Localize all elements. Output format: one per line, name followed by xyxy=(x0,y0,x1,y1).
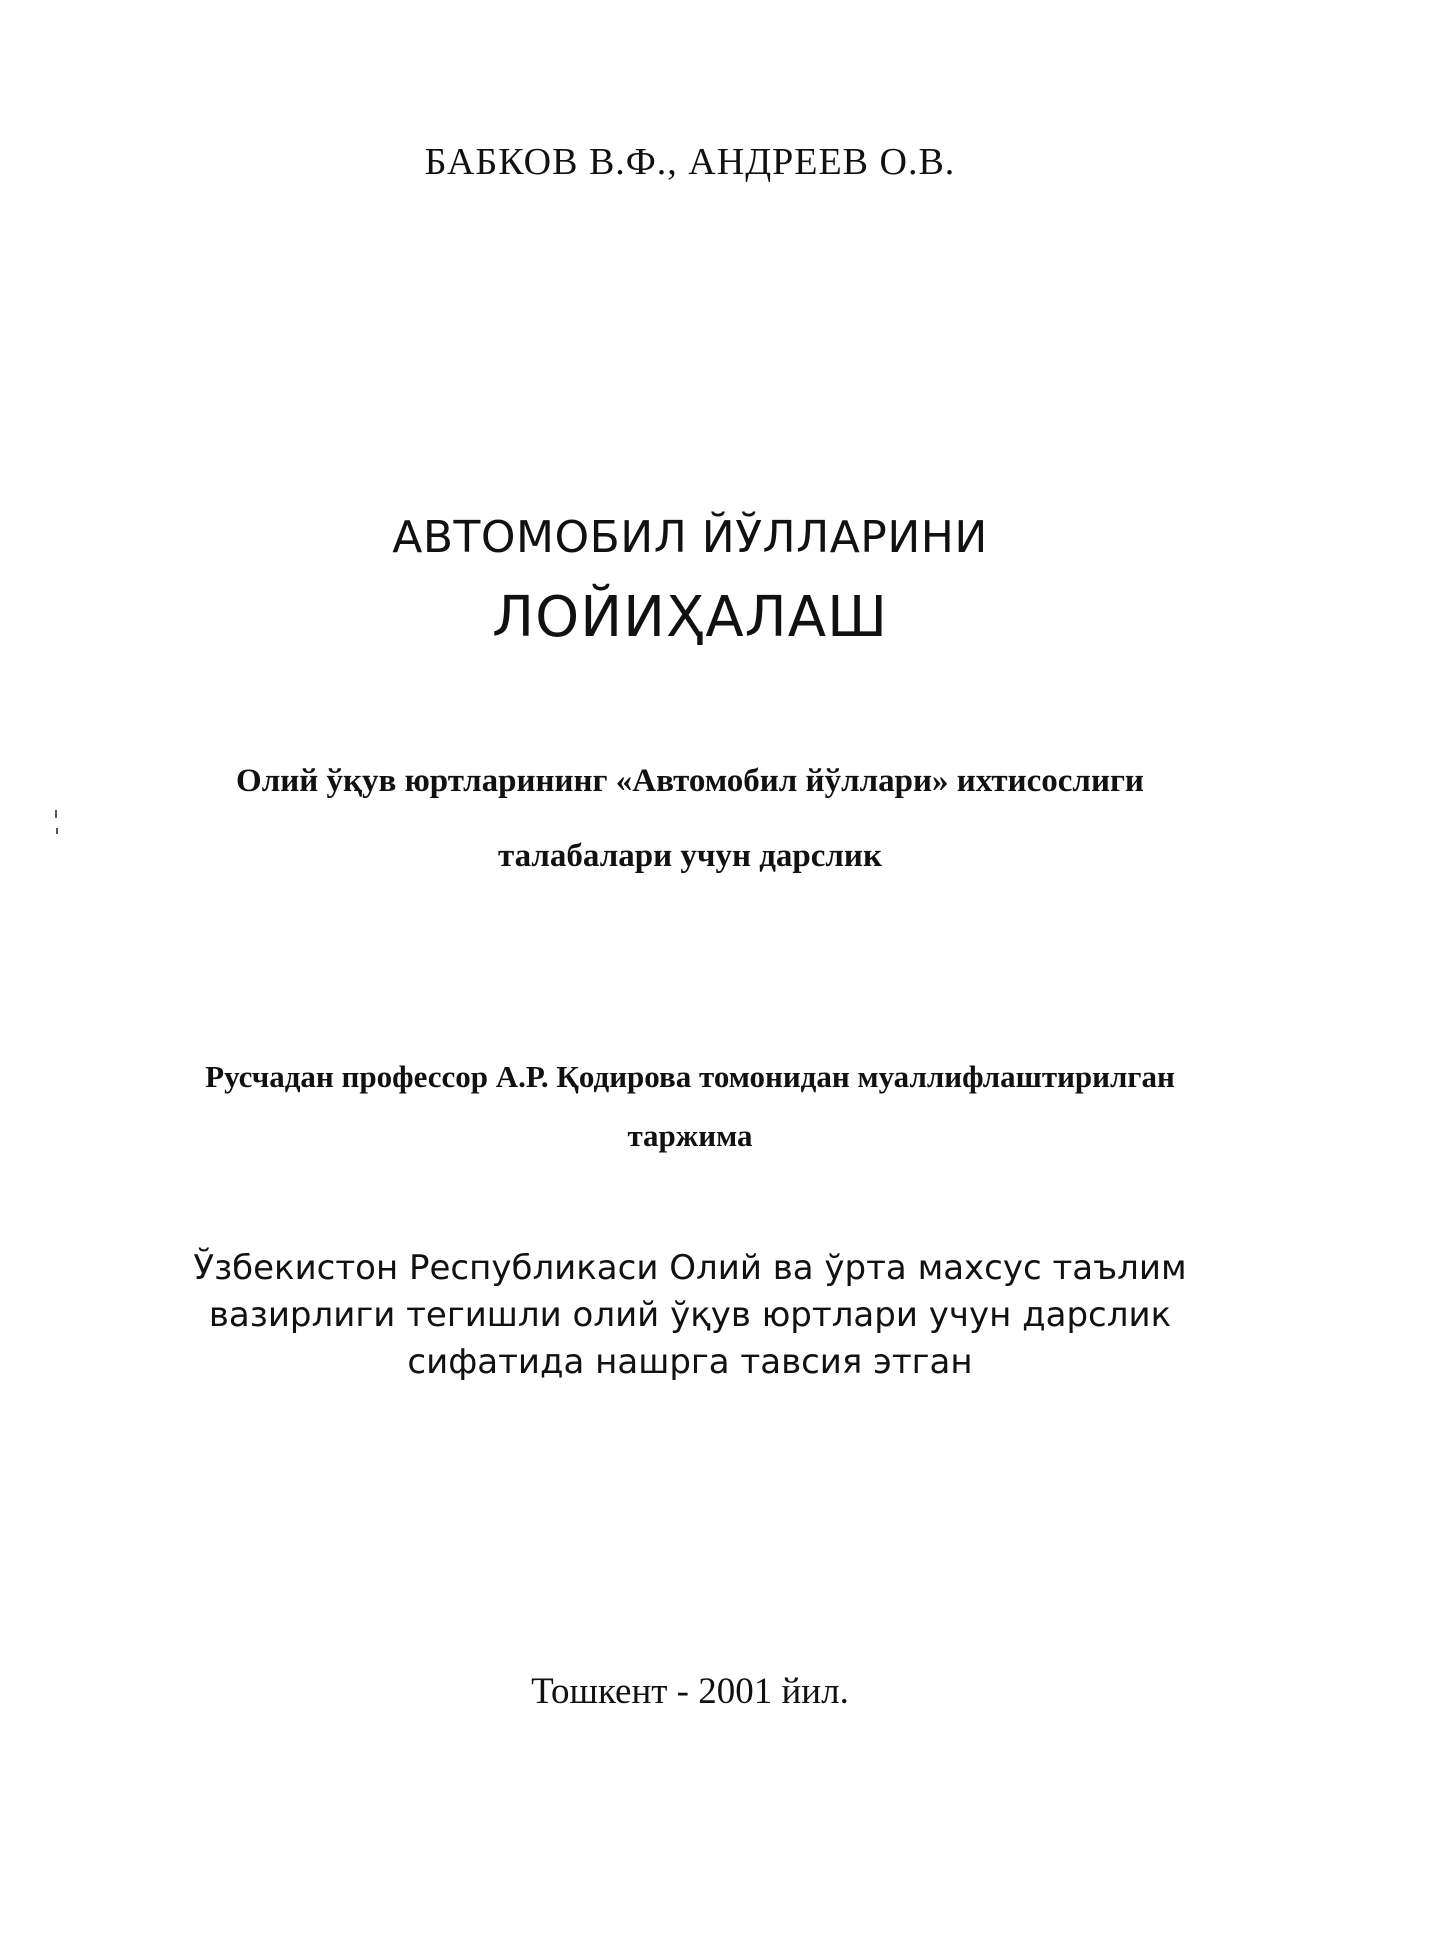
subtitle-line-1: Олий ўқув юртларининг «Автомобил йўллари» ихтисослиги xyxy=(236,763,1144,799)
translation-note-line-2: таржима xyxy=(627,1118,753,1153)
recommendation-line-1: Ўзбекистон Республикаси Олий ва ўрта махсус таълим xyxy=(193,1248,1187,1288)
recommendation-line-3: сифатида нашрга тавсия этган xyxy=(407,1342,973,1382)
publication-place-year: Тошкент - 2001 йил. xyxy=(531,1671,849,1712)
authors: БАБКОВ В.Ф., АНДРЕЕВ О.В. xyxy=(424,141,956,183)
scan-speck xyxy=(55,810,57,818)
book-title-line-1: АВТОМОБИЛ ЙЎЛЛАРИНИ xyxy=(392,512,988,563)
translation-note-line-1: Русчадан профессор А.Р. Қодирова томонидан муаллифлаштирилган xyxy=(205,1059,1175,1094)
recommendation-line-2: вазирлиги тегишли олий ўқув юртлари учун дарслик xyxy=(208,1295,1172,1335)
subtitle-line-2: талабалари учун дарслик xyxy=(498,838,882,874)
book-title-line-2: ЛОЙИҲАЛАШ xyxy=(492,585,888,650)
scan-speck xyxy=(56,828,58,834)
